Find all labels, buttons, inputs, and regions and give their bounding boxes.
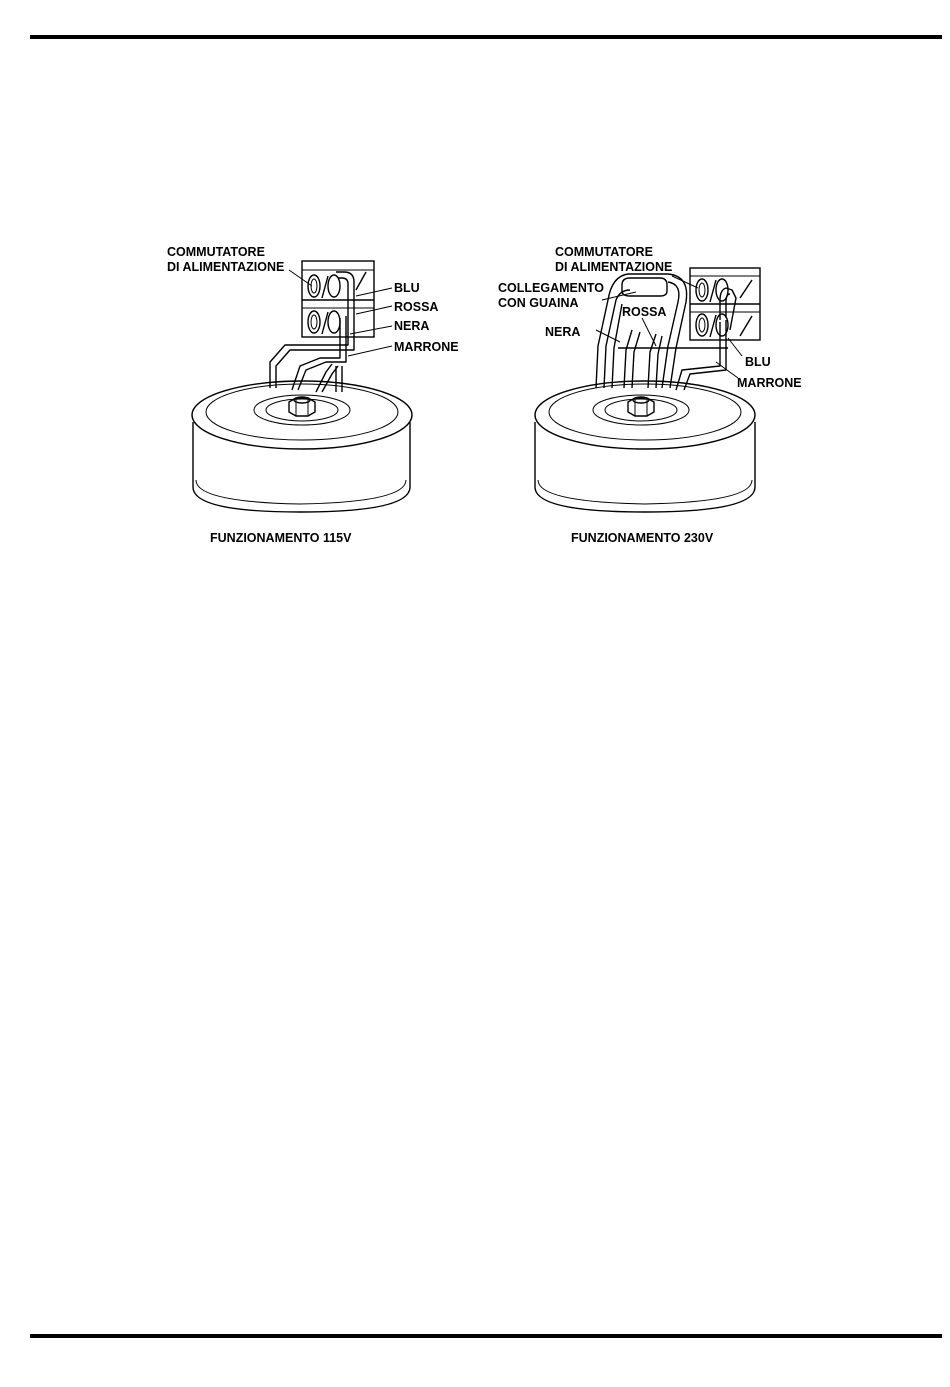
transformer-115v: [192, 381, 412, 512]
diagram-230v: [498, 245, 802, 545]
label-switch-115v-line2: DI ALIMENTAZIONE: [167, 260, 285, 274]
label-red-115v: ROSSA: [394, 300, 439, 314]
label-red-230v: ROSSA: [622, 305, 667, 319]
diagram-115v: [167, 245, 459, 545]
label-switch-230v-line1: COMMUTATORE: [555, 245, 653, 259]
transformer-230v: [535, 381, 755, 512]
label-blue-115v: BLU: [394, 281, 420, 295]
caption-230v: FUNZIONAMENTO 230V: [571, 531, 714, 545]
wires-230v: [596, 274, 736, 390]
label-blue-230v: BLU: [745, 355, 771, 369]
label-brown-115v: MARRONE: [394, 340, 459, 354]
label-brown-230v: MARRONE: [737, 376, 802, 390]
caption-115v: FUNZIONAMENTO 115V: [210, 531, 352, 545]
label-switch-115v-line1: COMMUTATORE: [167, 245, 265, 259]
voltage-switch-230v: [690, 268, 760, 340]
label-black-115v: NERA: [394, 319, 430, 333]
label-sleeve-230v-line1: COLLEGAMENTO: [498, 281, 605, 295]
label-sleeve-230v-line2: CON GUAINA: [498, 296, 579, 310]
label-switch-230v-line2: DI ALIMENTAZIONE: [555, 260, 673, 274]
label-black-230v: NERA: [545, 325, 581, 339]
